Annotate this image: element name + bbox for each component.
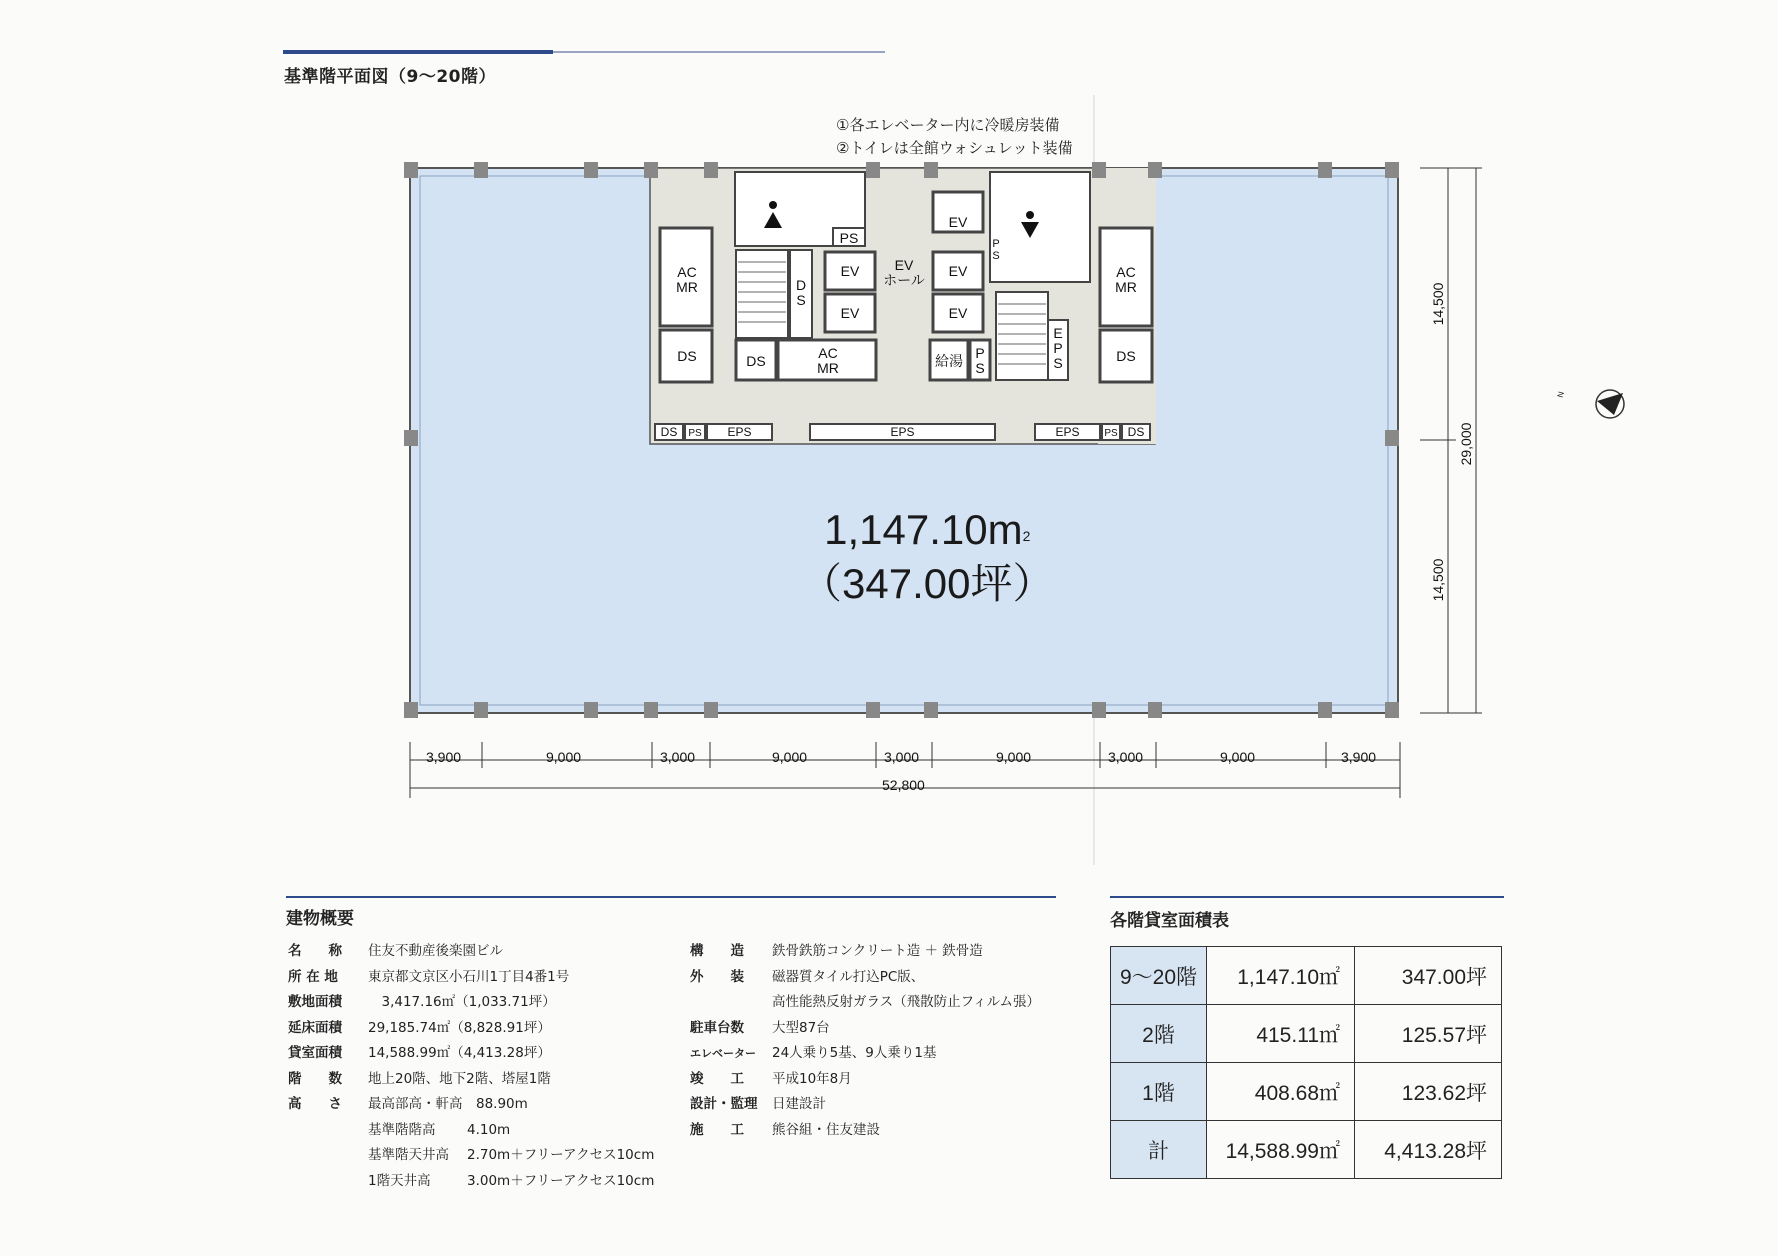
spec-row: 階 数 地上20階、地下2階、塔屋1階 (288, 1070, 551, 1087)
table-row: 2階 415.11㎡ 125.57坪 (1111, 1005, 1502, 1063)
room-eps-right: E P S (1053, 325, 1063, 371)
spec-row: 施 工 熊谷組・住友建設 (690, 1121, 880, 1138)
spec-row: 竣 工 平成10年8月 (690, 1070, 852, 1087)
overview-heading: 建物概要 (286, 909, 354, 929)
room-ev-3: EV (948, 214, 968, 230)
area-table-rule (1110, 896, 1504, 898)
dim-total-width: 52,800 (882, 777, 925, 793)
floor-area-sup: 2 (1022, 528, 1031, 544)
room-ac-mr-right: AC MR (1115, 264, 1137, 295)
room-ac-mr-core: AC MR (817, 345, 839, 376)
north-arrow (1596, 390, 1624, 418)
spec-row: エレベーター 24人乗り5基、9人乗り1基 (690, 1045, 937, 1061)
overview-rule (286, 896, 1056, 898)
spec-row: 貸室面積 14,588.99㎡（4,413.28坪） (288, 1045, 551, 1061)
spec-row: 駐車台数 大型87台 (690, 1019, 830, 1036)
spec-row: 名 称 住友不動産後楽園ビル (288, 943, 503, 959)
room-bottom-eps-left: EPS (727, 425, 752, 439)
table-row: 1階 408.68㎡ 123.62坪 (1111, 1063, 1502, 1121)
spec-row: 構 造 鉄骨鉄筋コンクリート造 ＋ 鉄骨造 (690, 943, 983, 959)
room-bottom-ds-left: DS (660, 425, 678, 439)
dim-total-depth: 29,000 (1458, 422, 1474, 466)
floor-area (800, 503, 1054, 611)
page-title: 基準階平面図（9～20階） (284, 67, 496, 87)
dim-bottom-3: 3,000 (660, 749, 696, 765)
spec-row: 高 さ 最高部高・軒高 88.90m (288, 1096, 528, 1112)
room-bottom-ps-right: PS (1104, 428, 1118, 439)
room-ev-2: EV (840, 305, 860, 321)
room-bottom-ds-right: DS (1127, 425, 1145, 439)
spec-row: 所 在 地 東京都文京区小石川1丁目4番1号 (288, 968, 570, 985)
room-ps-kyuto: P S (975, 345, 985, 376)
spec-height-row: 基準階天井高 2.70m＋フリーアクセス10cm (368, 1147, 655, 1163)
room-ps-top: PS (839, 230, 859, 246)
note-2: ②トイレは全館ウォシュレット装備 (836, 139, 1073, 157)
spec-height-row: 1階天井高 3.00m＋フリーアクセス10cm (368, 1172, 655, 1189)
dim-bottom-6: 9,000 (996, 749, 1032, 765)
spec-height-row: 基準階階高 4.10m (368, 1121, 511, 1138)
room-bottom-ps-left: PS (688, 428, 702, 439)
room-ac-mr-left: AC MR (676, 264, 698, 295)
dim-right-2: 14,500 (1430, 558, 1446, 602)
room-ds-left: DS (677, 348, 697, 364)
dim-bottom-8: 9,000 (1220, 749, 1256, 765)
note-1: ①各エレベーター内に冷暖房装備 (836, 116, 1060, 134)
dim-right-1: 14,500 (1430, 282, 1446, 326)
room-ps-wc: P S (992, 238, 1000, 262)
dim-bottom-5: 3,000 (884, 749, 920, 765)
room-ev-4: EV (948, 263, 968, 279)
floor-area-tsubo: （347.00坪） (800, 560, 1055, 607)
spec-row: 高性能熱反射ガラス（飛散防止フィルム張） (772, 994, 1040, 1010)
room-kyuto: 給湯 (935, 353, 963, 369)
dim-bottom-2: 9,000 (546, 749, 582, 765)
room-ds-core: DS (746, 353, 766, 369)
dim-bottom-1: 3,900 (426, 749, 462, 765)
room-ev-hall: EV ホール (883, 257, 925, 288)
north-label: N (1555, 390, 1566, 399)
dim-bottom-9: 3,900 (1341, 749, 1377, 765)
room-ev-5: EV (948, 305, 968, 321)
room-bottom-eps-center: EPS (890, 425, 915, 439)
overview-right (690, 939, 1040, 1143)
spec-row: 敷地面積 3,417.16㎡（1,033.71坪） (288, 994, 556, 1010)
room-bottom-eps-right: EPS (1055, 425, 1080, 439)
overview-left (288, 939, 654, 1194)
dim-bottom-4: 9,000 (772, 749, 808, 765)
floor-area-m2: 1,147.10m (824, 506, 1023, 553)
room-ds-right: DS (1116, 348, 1136, 364)
area-table (1110, 946, 1502, 1179)
spec-row: 延床面積 29,185.74㎡（8,828.91坪） (288, 1019, 551, 1036)
table-row: 計 14,588.99㎡ 4,413.28坪 (1111, 1121, 1502, 1179)
dim-bottom-7: 3,000 (1108, 749, 1144, 765)
room-ds-stair: D S (795, 277, 807, 308)
spec-row: 外 装 磁器質タイル打込PC版、 (690, 968, 925, 985)
spec-row: 設計・監理 日建設計 (690, 1096, 826, 1112)
table-row: 9～20階 1,147.10㎡ 347.00坪 (1111, 947, 1502, 1005)
room-ev-1: EV (840, 263, 860, 279)
area-table-heading: 各階貸室面積表 (1110, 911, 1229, 931)
